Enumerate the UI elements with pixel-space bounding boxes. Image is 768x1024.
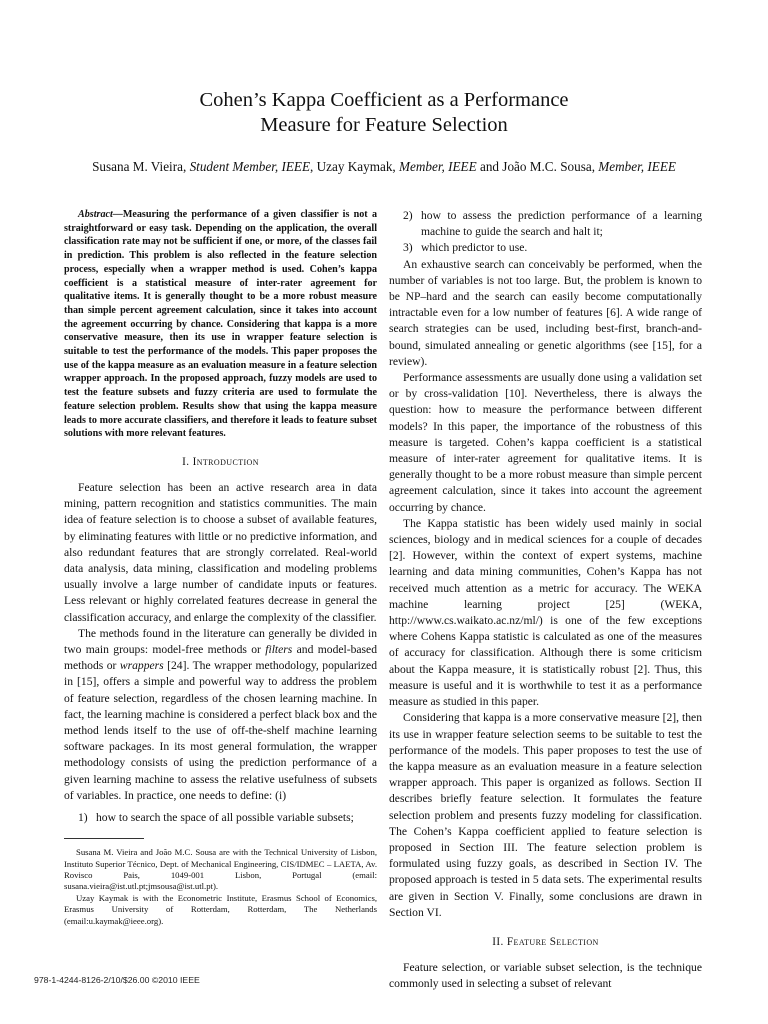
footnote-affiliation-1: Susana M. Vieira and João M.C. Sousa are with the Technical University of Lisbon, Instituto Superior Técnico, Dept. of Mechanical Engineering, CIS/IDMEC – LAETA, Av. Rovisco Pais, 1049-001 Lisbon, Portugal (email: susana.vieira@ist.utl.pt;jmsousa@ist.utl.pt). (64, 847, 377, 892)
author-separator-1: , Uzay Kaymak, (310, 159, 400, 174)
author-1-name: Susana M. Vieira, (92, 159, 190, 174)
list-item: 2) how to assess the prediction performance of a learning machine to guide the search and halt it; (403, 209, 702, 239)
author-3-role: Member, IEEE (598, 159, 676, 174)
author-2-role: Member, IEEE (399, 159, 477, 174)
right-paragraph-3: The Kappa statistic has been widely used mainly in social sciences, biology and in medical sciences for a couple of decades [2]. However, within the context of expert systems, machine learning and data mining communities, Cohen’s Kappa has not received much attention as a metric for accuracy. The WEKA machine learning project [25] (WEKA, http://www.cs.waikato.ac.nz/ml/) is one of the few exceptions where Cohens Kappa statistic is calculated as one of the measures of accuracy for classification. Although there is some criticism about the Kappa measure, it is statistically robust [2]. Thus, this measure is useful and it is worthwhile to test it as a performance measure as studied in this paper. (389, 516, 702, 709)
footnote-divider (64, 838, 144, 839)
list-item: 1) how to search the space of all possible variable subsets; (78, 811, 354, 825)
author-line (0, 159, 768, 175)
definition-list-right (389, 208, 702, 257)
section-heading-introduction: I. Introduction (182, 455, 259, 468)
right-paragraph-2: Performance assessments are usually done using a validation set or by cross-validation [10]. Nevertheless, there is always the question: how to measure the performance between different models? In this paper, the importance of the robustness of this measure is targeted. Cohen’s kappa coefficient is a statistical measure of inter-rater agreement for qualitative items. It is generally thought to be a more robust measure than simple percent agreement calculation, since it takes into account the agreement occurring by chance. (389, 371, 702, 514)
intro-paragraph-2: The methods found in the literature can generally be divided in two main groups: model-free methods or filters and model-based methods or wrappers [24]. The wrapper methodology, popularized in [15], offers a simple and powerful way to address the problem of feature selection, regardless of the chosen learning machine. In fact, the learning machine is considered a perfect black box and the method lends itself to the use of off-the-shelf machine learning software packages. In its most general formulation, the wrapper methodology consists of using the prediction performance of a given learning machine to assess the relative usefulness of subsets of variables. In practice, one needs to define: (i) (64, 626, 377, 802)
author-1-role: Student Member, IEEE (189, 159, 311, 174)
term-wrappers: wrappers (119, 659, 164, 673)
copyright-footer: 978-1-4244-8126-2/10/$26.00 ©2010 IEEE (34, 975, 200, 985)
right-paragraph-4: Considering that kappa is a more conservative measure [2], then its use in wrapper feature selection seems to be suitable to test the performance of the models. This paper proposes to test the use of the kappa measure as an evaluation measure in a feature selection wrapper approach. This paper is organized as follows. Section II describes briefly feature selection. It formulates the feature selection problem and presents fuzzy modeling for classification. The Cohen’s Kappa coefficient applied to feature selection is proposed in Section III. The feature selection problem is formulated using fuzzy goals, as described in Section IV. The proposed approach is tested in 5 data sets. The experimental results are given in Section V. Finally, some conclusions are drawn in Section VI. (389, 711, 702, 919)
abstract-lead: Abstract— (78, 209, 123, 220)
footnote-affiliation-2: Uzay Kaymak is with the Econometric Institute, Erasmus School of Economics, Erasmus University of Rotterdam, Rotterdam, The Netherlands (email:u.kaymak@ieee.org). (64, 892, 377, 926)
intro-paragraph-1: Feature selection has been an active research area in data mining, pattern recognition and statistics communities. The main idea of feature selection is to choose a subset of available features, by eliminating features with little or no predictive information, and also redundant features that are strongly correlated. Real-world data analysis, data mining, classification and modeling problems usually involve a large number of candidate inputs or features. Less relevant or highly correlated features decrease in general the classification accuracy, and enlarge the complexity of the classifier. (64, 480, 377, 624)
left-column (64, 208, 377, 927)
list-item: 3) which predictor to use. (403, 241, 528, 255)
right-paragraph-1: An exhaustive search can conceivably be performed, when the number of variables is not too large. But, the problem is known to be NP–hard and the search can easily become computationally intractable even for a low number of features [6]. A wide range of search strategies can be used, including best-first, branch-and-bound, simulated annealing or genetic algorithms (see [15], for a review). (389, 257, 702, 368)
term-filters: filters (265, 642, 293, 656)
author-separator-2: and João M.C. Sousa, (476, 159, 599, 174)
title-line-1: Cohen’s Kappa Coefficient as a Performance (199, 89, 569, 111)
title-line-2: Measure for Feature Selection (260, 114, 508, 136)
section-heading-feature-selection: II. Feature Selection (492, 935, 599, 948)
right-paragraph-5: Feature selection, or variable subset selection, is the technique commonly used in selecting a subset of relevant (389, 960, 702, 991)
definition-list-left (64, 810, 377, 826)
paper-title (0, 88, 768, 138)
right-column (389, 208, 702, 992)
abstract-text: Measuring the performance of a given classifier is not a straightforward or easy task. Depending on the application, the overall classification rate may not be sufficient if one, or more, of the classes fail in prediction. This problem is also reflected in the feature selection process, especially when a wrapper method is used. Cohen’s kappa coefficient is a statistical measure of inter-rater agreement for qualitative items. It is generally thought to be a more robust measure than simple percent agreement calculation, since it takes into account the agreement occurring by chance. Considering that kappa is a more conservative measure, then its use in wrapper feature selection is suitable to test the performance of the models. This paper proposes the use of the kappa measure as an evaluation measure in a feature selection wrapper approach. In the proposed approach, fuzzy models are used to test the feature subsets and fuzzy criteria are used to formulate the feature selection problem. Results show that using the kappa measure leads to more accurate classifiers, and therefore it leads to feature subset solutions with more relevant features. (64, 209, 377, 440)
abstract (64, 208, 377, 441)
